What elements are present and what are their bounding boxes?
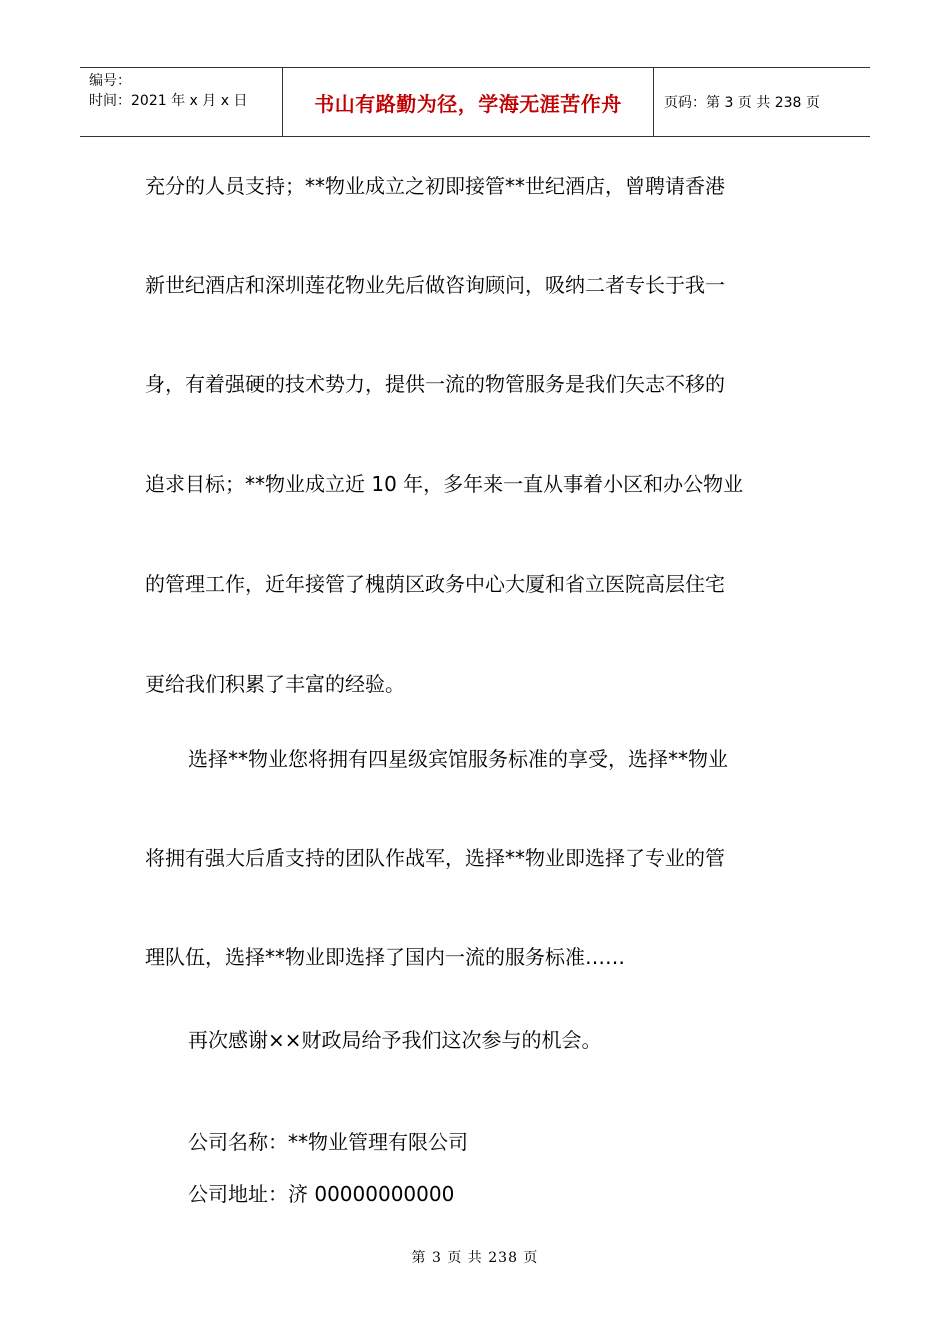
closing-thanks: 再次感谢××财政局给予我们这次参与的机会。 bbox=[188, 1028, 602, 1052]
header-meta bbox=[80, 68, 282, 136]
company-address: 公司地址：济 00000000000 bbox=[188, 1182, 455, 1206]
body-line-1: 充分的人员支持；**物业成立之初即接管**世纪酒店，曾聘请香港 bbox=[145, 174, 725, 198]
page-footer: 第 3 页 共 238 页 bbox=[411, 1250, 539, 1266]
document-number-label: 编号： bbox=[89, 73, 131, 89]
body-line-3: 身，有着强硬的技术势力，提供一流的物管服务是我们矢志不移的 bbox=[145, 372, 725, 396]
body-line-2: 新世纪酒店和深圳莲花物业先后做咨询顾问，吸纳二者专长于我一 bbox=[145, 273, 725, 297]
company-name: 公司名称：**物业管理有限公司 bbox=[188, 1130, 468, 1154]
document-date: 时间：2021 年 x 月 x 日 bbox=[89, 93, 248, 109]
body-line-6: 更给我们积累了丰富的经验。 bbox=[145, 672, 405, 696]
body-line-5: 的管理工作，近年接管了槐荫区政务中心大厦和省立医院高层住宅 bbox=[145, 572, 725, 596]
body-line-7: 选择**物业您将拥有四星级宾馆服务标准的享受，选择**物业 bbox=[188, 747, 728, 771]
header-motto: 书山有路勤为径，学海无涯苦作舟 bbox=[282, 68, 654, 136]
header-page-info: 页码：第 3 页 共 238 页 bbox=[664, 95, 820, 111]
page-header bbox=[80, 67, 870, 137]
body-line-4: 追求目标；**物业成立近 10 年，多年来一直从事着小区和办公物业 bbox=[145, 472, 744, 496]
body-line-8: 将拥有强大后盾支持的团队作战军，选择**物业即选择了专业的管 bbox=[145, 846, 725, 870]
body-line-9: 理队伍，选择**物业即选择了国内一流的服务标准…… bbox=[145, 945, 625, 969]
